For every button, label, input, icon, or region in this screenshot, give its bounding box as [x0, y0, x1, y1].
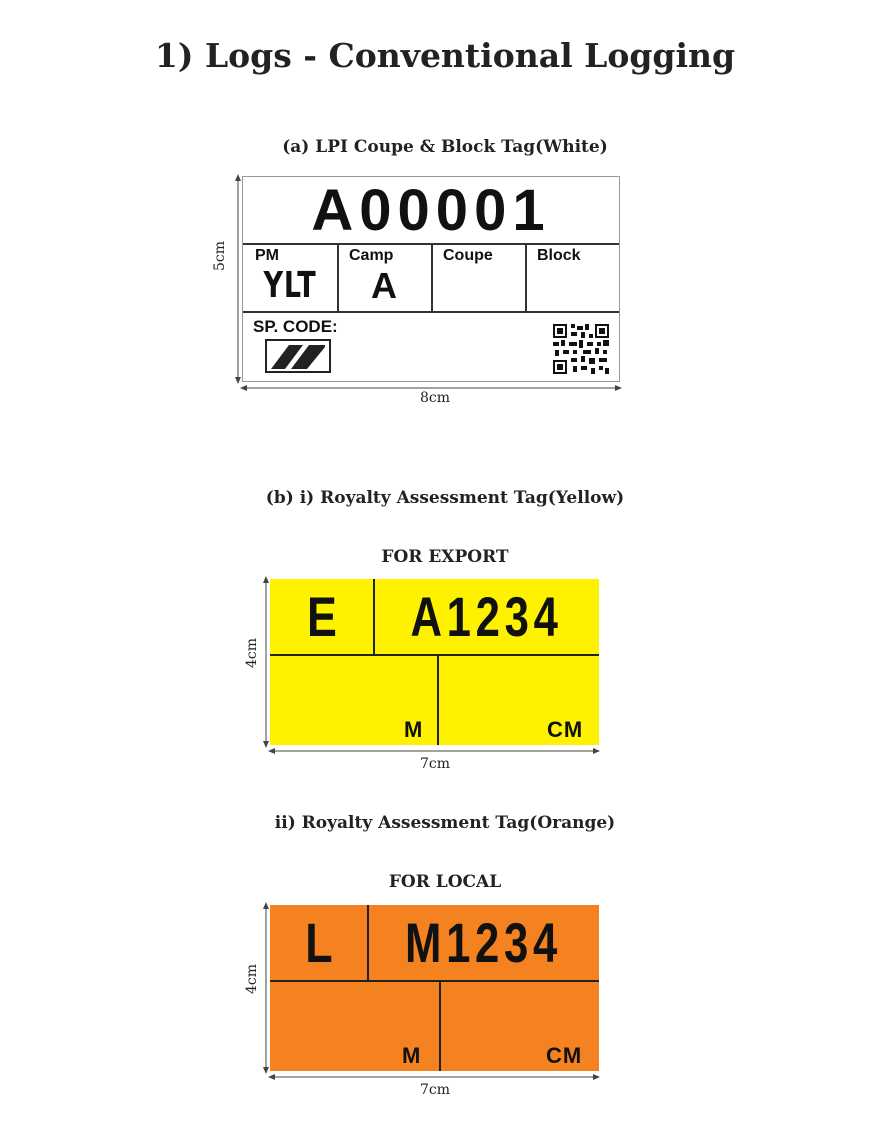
- export-type-letter: E: [307, 585, 337, 648]
- local-tag-subtitle: FOR LOCAL: [388, 872, 502, 892]
- cell-pm-value: YLT: [263, 265, 317, 306]
- cell-block-label: Block: [537, 247, 581, 264]
- royalty-tag-local: [270, 905, 599, 1071]
- cell-camp: [337, 245, 433, 313]
- export-tag-number: A1234: [410, 585, 563, 648]
- cell-camp-value: A: [371, 265, 397, 306]
- species-code-icon: [265, 339, 331, 373]
- tag-code: A00001: [243, 177, 619, 245]
- export-tag-height-label: 4cm: [244, 637, 260, 668]
- export-tag-width-label: 7cm: [419, 756, 451, 772]
- local-tag-number: M1234: [405, 911, 562, 974]
- page-title: 1) Logs - Conventional Logging: [154, 36, 736, 75]
- export-tag-subtitle: FOR EXPORT: [381, 547, 509, 567]
- royalty-tag-export: [270, 579, 599, 745]
- lpi-coupe-block-tag: [242, 176, 620, 382]
- cell-pm: [243, 245, 339, 313]
- cell-coupe-label: Coupe: [443, 247, 493, 264]
- sp-code-label: SP. CODE:: [253, 317, 338, 336]
- tag-a-title: (a) LPI Coupe & Block Tag(White): [282, 137, 608, 157]
- tag-a-width-label: 8cm: [419, 390, 451, 406]
- cell-coupe: [431, 245, 527, 313]
- local-tag-width-label: 7cm: [419, 1082, 451, 1098]
- qr-code-icon: [553, 324, 609, 374]
- cell-block: [525, 245, 619, 313]
- tag-a-height-label: 5cm: [212, 240, 228, 271]
- cell-pm-label: PM: [255, 247, 279, 264]
- export-unit-cm: CM: [547, 717, 584, 742]
- cell-camp-label: Camp: [349, 247, 394, 264]
- local-unit-m: M: [402, 1043, 421, 1068]
- local-tag-title: ii) Royalty Assessment Tag(Orange): [274, 813, 616, 833]
- local-tag-height-label: 4cm: [244, 963, 260, 994]
- export-unit-m: M: [404, 717, 423, 742]
- local-unit-cm: CM: [546, 1043, 583, 1068]
- local-type-letter: L: [305, 911, 333, 974]
- export-tag-title: (b) i) Royalty Assessment Tag(Yellow): [265, 488, 625, 508]
